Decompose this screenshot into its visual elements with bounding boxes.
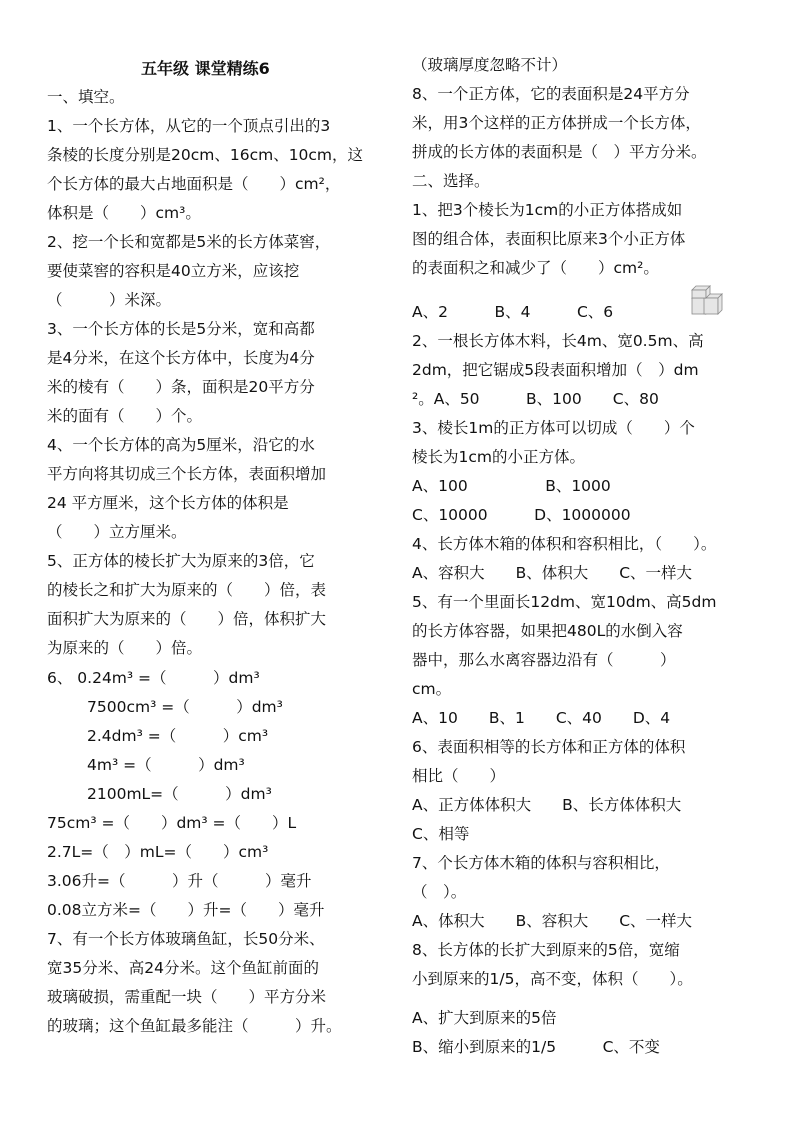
text-line: 2.4dm³ =（ ）cm³ xyxy=(87,727,269,745)
text-line: 1、把3个棱长为1cm的小正方体搭成如 xyxy=(412,201,683,219)
text-line: 的表面积之和减少了（ ）cm²。 xyxy=(412,259,659,277)
text-line: 是4分米，在这个长方体中，长度为4分 xyxy=(47,349,315,367)
text-line: 要使菜窖的容积是40立方米，应该挖 xyxy=(47,262,300,280)
text-line: 7、有一个长方体玻璃鱼缸，长50分米、 xyxy=(47,930,325,948)
text-line: 宽35分米、高24分米。这个鱼缸前面的 xyxy=(47,959,319,977)
text-line: 条棱的长度分别是20cm、16cm、10cm，这 xyxy=(47,146,364,164)
text-line: 器中，那么水离容器边沿有（ ） xyxy=(412,651,676,669)
text-line: 拼成的长方体的表面积是（ ）平方分米。 xyxy=(412,143,707,161)
text-line: 平方向将其切成三个长方体，表面积增加 xyxy=(47,465,327,483)
text-line: 6、 0.24m³ =（ ）dm³ xyxy=(47,669,260,687)
text-line: A、正方体体积大 B、长方体体积大 xyxy=(412,796,682,814)
text-line: 体积是（ ）cm³。 xyxy=(47,204,201,222)
text-line: 图的组合体，表面积比原来3个小正方体 xyxy=(412,230,686,248)
text-line: （ ）米深。 xyxy=(47,291,172,309)
text-line: 75cm³ =（ ）dm³ =（ ）L xyxy=(47,814,297,832)
text-line: A、10 B、1 C、40 D、4 xyxy=(412,709,671,727)
text-line: A、容积大 B、体积大 C、一样大 xyxy=(412,564,693,582)
text-line: 8、长方体的长扩大到原来的5倍，宽缩 xyxy=(412,941,680,959)
text-line: 6、表面积相等的长方体和正方体的体积 xyxy=(412,738,686,756)
cube-combination-figure xyxy=(690,284,724,316)
text-line: 相比（ ） xyxy=(412,767,506,785)
text-line: 的棱长之和扩大为原来的（ ）倍，表 xyxy=(47,581,327,599)
text-line: B、缩小到原来的1/5 C、不变 xyxy=(412,1038,660,1056)
section-fill-blank-heading: 一、填空。 xyxy=(47,88,125,106)
text-line: 24 平方厘米，这个长方体的体积是 xyxy=(47,494,289,512)
text-line: 个长方体的最大占地面积是（ ）cm²， xyxy=(47,175,341,193)
text-line: A、扩大到原来的5倍 xyxy=(412,1009,557,1027)
text-line: C、相等 xyxy=(412,825,470,843)
text-line: 米的棱有（ ）条，面积是20平方分 xyxy=(47,378,315,396)
text-line: 米，用3个这样的正方体拼成一个长方体， xyxy=(412,114,701,132)
text-line: 4、长方体木箱的体积和容积相比，（ ）。 xyxy=(412,535,717,553)
text-line: A、2 B、4 C、6 xyxy=(412,303,614,321)
text-line: （玻璃厚度忽略不计） xyxy=(412,56,568,74)
worksheet-title: 五年级 课堂精练6 xyxy=(141,59,270,78)
text-line: A、100 B、1000 xyxy=(412,477,611,495)
text-line: 0.08立方米=（ ）升=（ ）毫升 xyxy=(47,901,325,919)
text-line: 棱长为1cm的小正方体。 xyxy=(412,448,585,466)
text-line: 1、一个长方体，从它的一个顶点引出的3 xyxy=(47,117,331,135)
text-line: 8、一个正方体，它的表面积是24平方分 xyxy=(412,85,690,103)
text-line: 2、一根长方体木料，长4m、宽0.5m、高 xyxy=(412,332,704,350)
text-line: 3.06升=（ ）升（ ）毫升 xyxy=(47,872,312,890)
text-line: 5、有一个里面长12dm、宽10dm、高5dm xyxy=(412,593,717,611)
text-line: cm。 xyxy=(412,680,452,698)
text-line: 7、个长方体木箱的体积与容积相比， xyxy=(412,854,670,872)
text-line: C、10000 D、1000000 xyxy=(412,506,631,524)
section-choice-heading: 二、选择。 xyxy=(412,172,490,190)
text-line: 2、挖一个长和宽都是5米的长方体菜窖， xyxy=(47,233,331,251)
text-line: 面积扩大为原来的（ ）倍，体积扩大 xyxy=(47,610,327,628)
text-line: 小到原来的1/5，高不变，体积（ ）。 xyxy=(412,970,693,988)
text-line: （ ）。 xyxy=(412,883,467,901)
text-line: 3、一个长方体的长是5分米，宽和高都 xyxy=(47,320,315,338)
text-line: 3、棱长1m的正方体可以切成（ ）个 xyxy=(412,419,695,437)
text-line: 4、一个长方体的高为5厘米，沿它的水 xyxy=(47,436,315,454)
text-line: 的长方体容器，如果把480L的水倒入容 xyxy=(412,622,683,640)
text-line: A、体积大 B、容积大 C、一样大 xyxy=(412,912,693,930)
text-line: 2.7L=（ ）mL=（ ）cm³ xyxy=(47,843,269,861)
text-line: ²。A、50 B、100 C、80 xyxy=(412,390,659,408)
text-line: 5、正方体的棱长扩大为原来的3倍，它 xyxy=(47,552,315,570)
text-line: 2dm，把它锯成5段表面积增加（ ）dm xyxy=(412,361,699,379)
text-line: 2100mL=（ ）dm³ xyxy=(87,785,272,803)
text-line: （ ）立方厘米。 xyxy=(47,523,187,541)
text-line: 的玻璃；这个鱼缸最多能注（ ）升。 xyxy=(47,1017,342,1035)
text-line: 为原来的（ ）倍。 xyxy=(47,639,203,657)
text-line: 7500cm³ =（ ）dm³ xyxy=(87,698,283,716)
text-line: 4m³ =（ ）dm³ xyxy=(87,756,245,774)
text-line: 米的面有（ ）个。 xyxy=(47,407,203,425)
text-line: 玻璃破损，需重配一块（ ）平方分米 xyxy=(47,988,327,1006)
